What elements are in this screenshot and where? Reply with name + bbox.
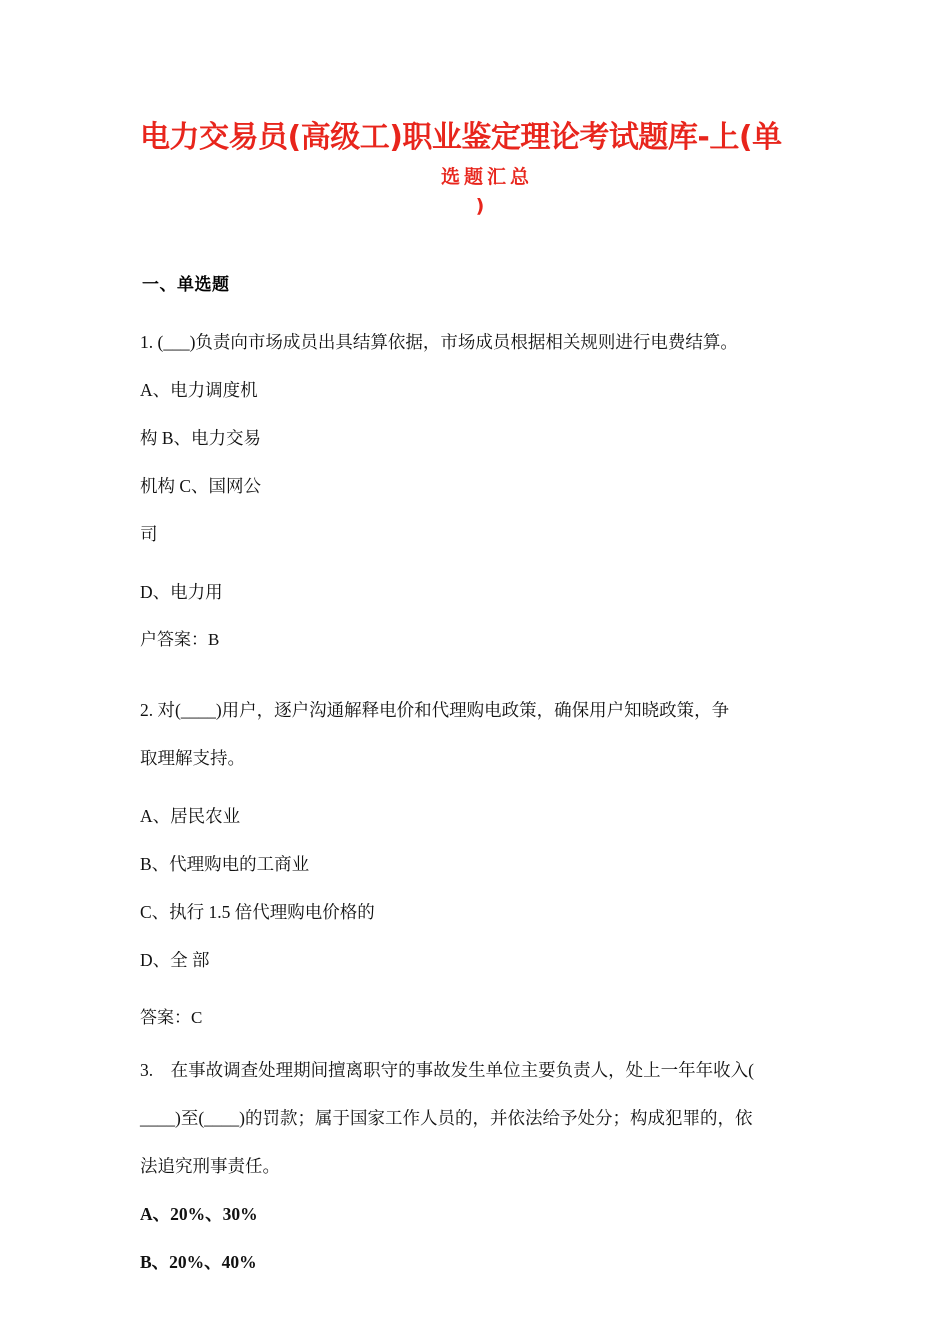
document-title-line-1: 电力交易员(高级工)职业鉴定理论考试题库-上(单 bbox=[140, 120, 782, 155]
document-title-line-3: ) bbox=[475, 195, 485, 217]
document-body bbox=[140, 272, 840, 1290]
question-2-stem-line-1: 2. 对(____)用户，逐户沟通解释电价和代理购电政策，确保用户知晓政策，争 bbox=[140, 700, 730, 720]
question-2-stem-line-2: 取理解支持。 bbox=[140, 748, 245, 768]
question-1-option-line-3: 机构 C、国网公 bbox=[140, 476, 262, 496]
question-2-option-c: C、执行 1.5 倍代理购电价格的 bbox=[140, 902, 375, 922]
question-2-option-b: B、代理购电的工商业 bbox=[140, 854, 310, 874]
document-title-block bbox=[0, 118, 950, 220]
question-block-3 bbox=[140, 1046, 840, 1286]
question-1-option-line-4: 司 bbox=[140, 524, 158, 544]
question-3-option-b: B、20%、40% bbox=[140, 1252, 257, 1272]
question-1-option-line-1: A、电力调度机 bbox=[140, 380, 258, 400]
question-1-option-line-5: D、电力用 bbox=[140, 582, 223, 602]
question-block-1 bbox=[140, 318, 840, 664]
spacer bbox=[140, 558, 840, 568]
question-3-stem-line-2: ____)至(____)的罚款；属于国家工作人员的，并依法给予处分；构成犯罪的，依 bbox=[140, 1108, 753, 1128]
section-heading-single-choice: 一、单选题 bbox=[142, 275, 230, 295]
question-1-stem-line-1: 1. (___)负责向市场成员出具结算依据，市场成员根据相关规则进行电费结算。 bbox=[140, 332, 738, 352]
spacer bbox=[140, 984, 840, 994]
question-2-option-a: A、居民农业 bbox=[140, 806, 241, 826]
spacer bbox=[140, 782, 840, 792]
question-3-option-a: A、20%、30% bbox=[140, 1204, 258, 1224]
question-2-option-d: D、全 部 bbox=[140, 950, 210, 970]
spacer bbox=[140, 668, 840, 686]
question-3-stem-line-3: 法追究刑事责任。 bbox=[140, 1156, 280, 1176]
question-2-answer-line: 答案：C bbox=[140, 1008, 203, 1027]
document-title-line-2: 选题汇总 bbox=[440, 166, 533, 188]
question-1-answer-line: 户答案：B bbox=[140, 630, 220, 649]
question-block-2 bbox=[140, 686, 840, 1042]
question-3-stem-line-1: 3. 在事故调查处理期间擅离职守的事故发生单位主要负责人，处上一年年收入( bbox=[140, 1060, 754, 1080]
question-1-option-line-2: 构 B、电力交易 bbox=[140, 428, 262, 448]
